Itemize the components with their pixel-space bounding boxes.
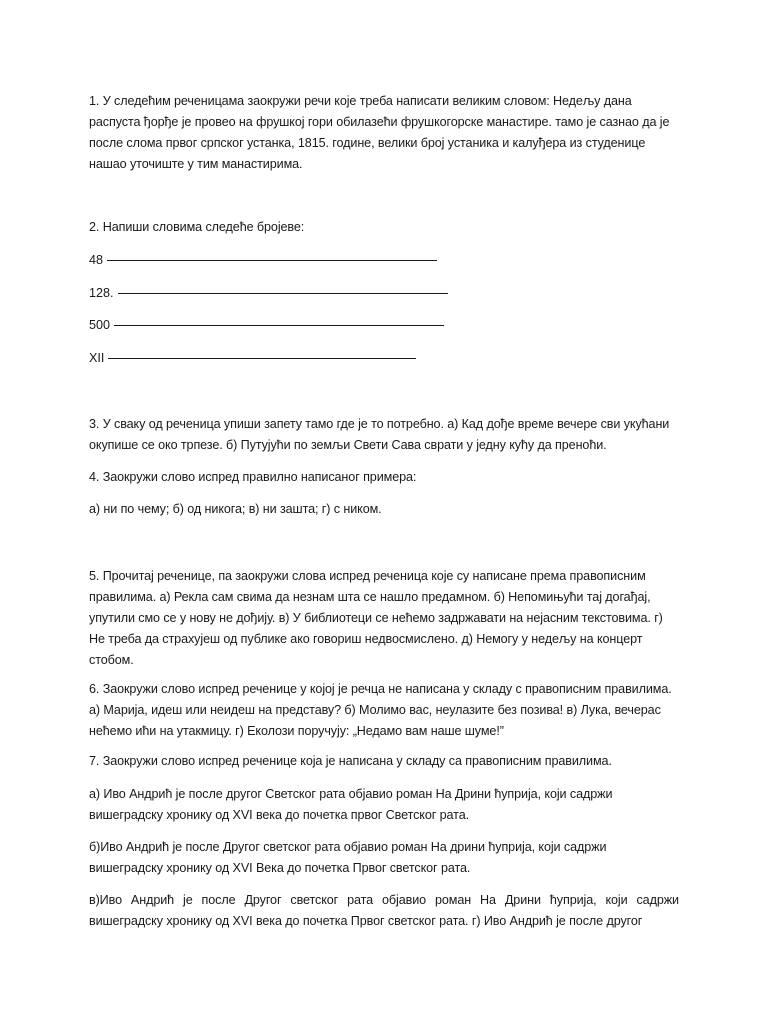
- answer-line-500: [89, 315, 444, 336]
- question-1: 1. У следећим реченицама заокружи речи које треба написати великим словом: Недељу дана распуста ђорђе је провео на фрушкој гори обилазећи фрушкогорске манастире. тамо је сазнао да је после слома првог српског устанка, 1815. године, велики број устаника и калуђера из студенице нашао уточиште у тим манастирима.: [89, 94, 670, 171]
- question-7-option-a: а) Иво Андрић је после другог Светског рата објавио роман На Дрини ћуприја, који садржи вишеградску хронику од XVI века до почетка првог Светског рата.: [89, 787, 613, 822]
- number-label: XII: [89, 351, 105, 365]
- number-label: 48: [89, 253, 104, 267]
- answer-line-48: [89, 250, 437, 271]
- question-2-prompt: 2. Напиши словима следеће бројеве:: [89, 220, 305, 234]
- question-4-prompt: 4. Заокружи слово испред правилно написаног примера:: [89, 470, 417, 484]
- blank-line: [107, 260, 437, 261]
- question-4-options: а) ни по чему; б) од никога; в) ни зашта; г) с ником.: [89, 502, 382, 516]
- question-5: 5. Прочитај реченице, па заокружи слова испред реченица које су написане према правописним правилима. а) Рекла сам свима да незнам шта се нашло предамном. б) Непомињући тај догађај, упутили смо се у нову не дођију. в) У библиотеци се нећемо задржавати на нејасним текстовима. г) Не треба да страхујеш од публике ако говориш недвосмислено. д) Немогу у недељу на концерт стобом.: [89, 569, 663, 667]
- question-7-prompt: 7. Заокружи слово испред реченице која је написана у складу са правописним правилима.: [89, 754, 612, 768]
- question-3: 3. У сваку од реченица упиши запету тамо где је то потребно. а) Кад дође време вечере сви укућани окупише се око трпезе. б) Путујући по земљи Свети Сава сврати у једну кућу да преноћи.: [89, 417, 670, 452]
- question-6: 6. Заокружи слово испред реченице у којој је речца не написана у складу с правописним правилима. а) Марија, идеш или неидеш на представу? б) Молимо вас, неулазите без позива! в) Лука, вечерас нећемо ићи на утакмицу. г) Еколози поручују: „Недамо вам наше шуме!”: [89, 682, 672, 738]
- question-7-option-b: б)Иво Андрић је после Другог светског рата објавио роман На дрини ћуприја, који садржи вишеградску хронику од XVI Века до почетка Првог светског рата.: [89, 840, 607, 875]
- blank-line: [108, 358, 416, 359]
- answer-line-xii: [89, 348, 416, 369]
- number-label: 128.: [89, 286, 114, 300]
- number-label: 500: [89, 318, 111, 332]
- question-7-option-c-d: в)Иво Андрић је после Другог светског рата објавио роман На Дрини ћуприја, који садржи вишеградску хронику од XVI века до почетка Првог светског рата. г) Иво Андрић је после другог: [89, 893, 679, 928]
- blank-line: [118, 293, 448, 294]
- blank-line: [114, 325, 444, 326]
- answer-line-128: [89, 283, 448, 304]
